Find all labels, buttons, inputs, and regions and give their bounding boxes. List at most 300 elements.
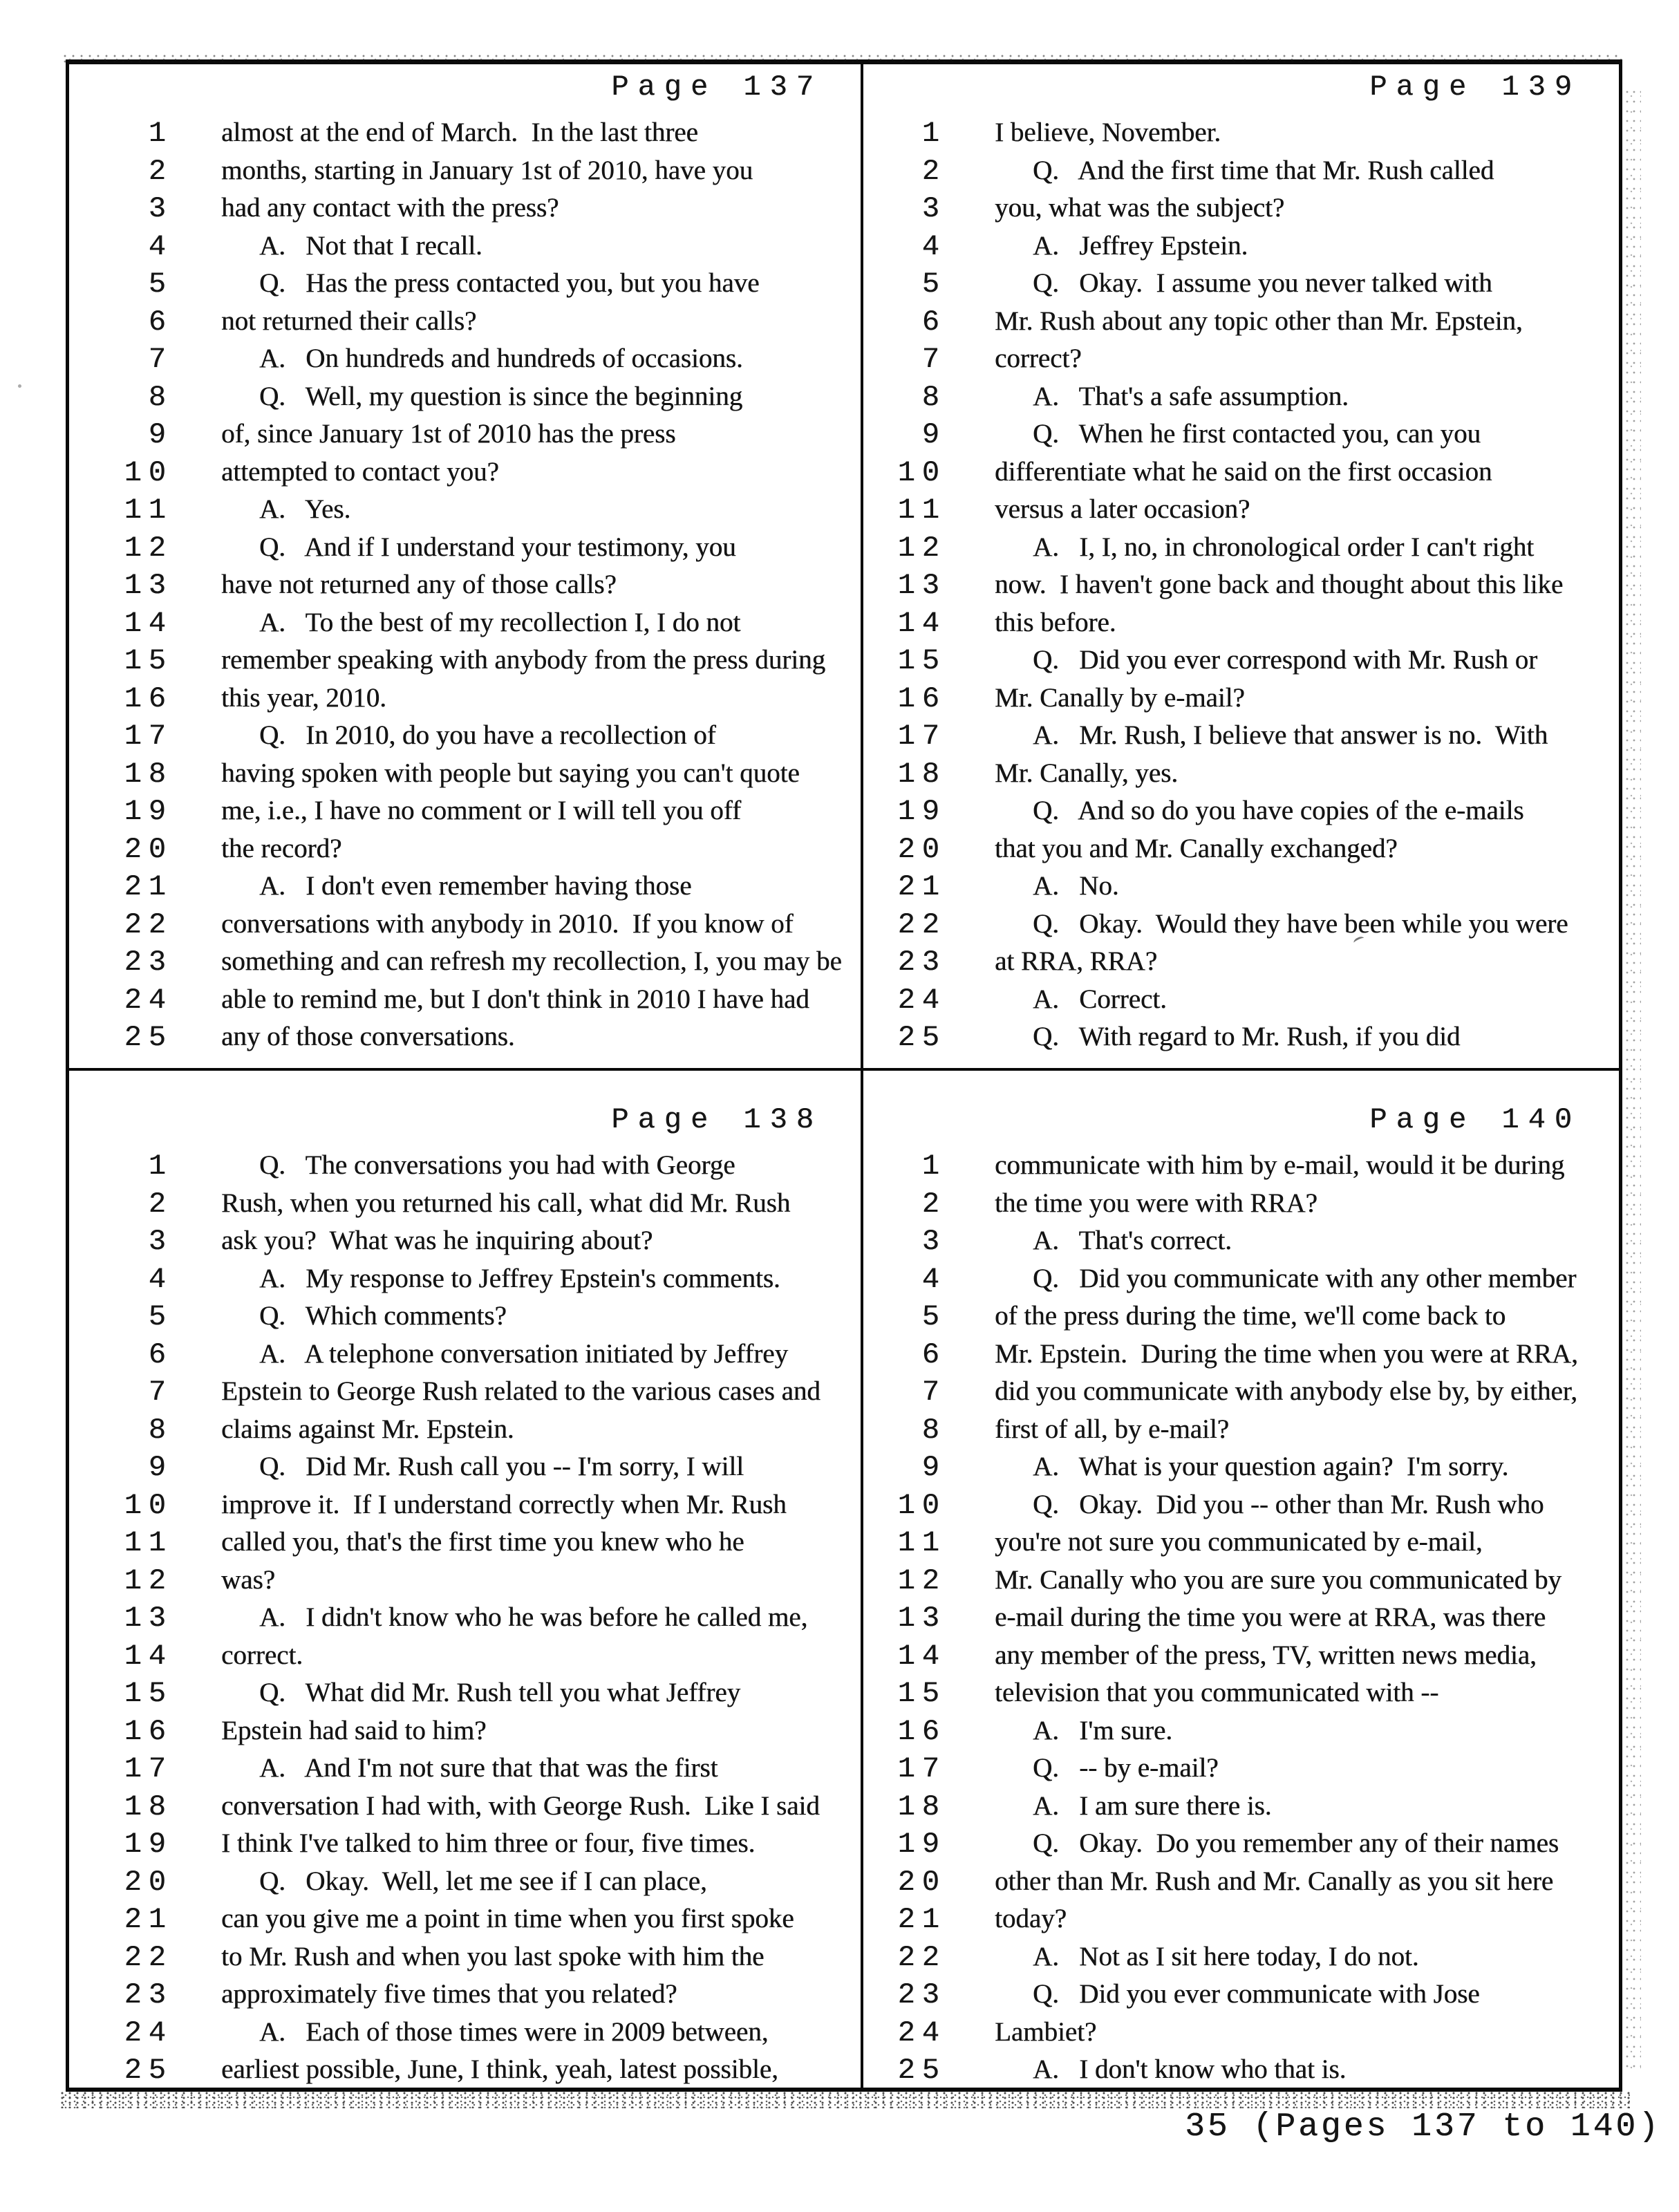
line-number: 17: [897, 1752, 946, 1785]
transcript-line: [69, 868, 861, 906]
line-number: 14: [124, 1639, 173, 1673]
line-number: 19: [897, 1828, 946, 1861]
line-text: claims against Mr. Epstein.: [221, 1414, 514, 1444]
line-text: A. And I'm not sure that that was the first: [259, 1753, 718, 1783]
line-text: e-mail during the time you were at RRA, was there: [995, 1602, 1546, 1632]
line-text: Rush, when you returned his call, what did Mr. Rush: [221, 1188, 791, 1218]
line-text: Q. Did Mr. Rush call you -- I'm sorry, I will: [259, 1452, 744, 1481]
transcript-line: [69, 1524, 861, 1562]
transcript-line: [863, 566, 1619, 604]
line-text: A. That's a safe assumption.: [1033, 381, 1349, 411]
line-text: can you give me a point in time when you first spoke: [221, 1904, 794, 1933]
transcript-line: [69, 641, 861, 679]
line-number: 13: [124, 569, 173, 602]
line-number: 16: [897, 1714, 946, 1748]
quadrant-page-139: [861, 64, 1619, 1068]
line-text: A. Not that I recall.: [259, 230, 482, 261]
line-number: 13: [124, 1602, 173, 1635]
line-text: A. Not as I sit here today, I do not.: [1033, 1941, 1419, 1971]
line-number: 11: [124, 494, 173, 527]
line-number: 21: [124, 870, 173, 903]
transcript-line: [69, 1486, 861, 1524]
transcript-line: [863, 1335, 1619, 1374]
transcript-line: [863, 114, 1619, 152]
line-text: have not returned any of those calls?: [221, 570, 617, 599]
transcript-line: [69, 755, 861, 793]
transcript-line: [863, 641, 1619, 679]
line-number: 4: [148, 229, 173, 263]
line-text: A. Jeffrey Epstein.: [1033, 230, 1248, 261]
line-text: you're not sure you communicated by e-mail,: [995, 1527, 1483, 1557]
line-text: this before.: [995, 607, 1116, 637]
transcript-line: [863, 1712, 1619, 1750]
line-text: at RRA, RRA?: [995, 946, 1158, 976]
line-text: Q. Okay. Did you -- other than Mr. Rush who: [1033, 1489, 1544, 1519]
transcript-line: [863, 189, 1619, 227]
transcript-line: [863, 868, 1619, 906]
transcript-line: [863, 1018, 1619, 1056]
line-number: 22: [897, 908, 946, 941]
line-number: 8: [921, 1413, 946, 1447]
transcript-line: [69, 1018, 861, 1056]
line-text: Q. Did you communicate with any other member: [1033, 1263, 1577, 1293]
line-number: 8: [148, 1413, 173, 1447]
line-text: Mr. Canally, yes.: [995, 758, 1179, 788]
scan-noise-bottom-edge: [61, 2092, 1630, 2108]
transcript-line: [69, 227, 861, 265]
line-number: 11: [897, 494, 946, 527]
transcript-line: [863, 152, 1619, 190]
line-text: Q. The conversations you had with George: [259, 1150, 735, 1180]
transcript-line: [863, 453, 1619, 491]
line-number: 7: [921, 1376, 946, 1409]
line-number: 20: [897, 832, 946, 866]
line-text: you, what was the subject?: [995, 193, 1285, 223]
line-text: having spoken with people but saying you can't quote: [221, 758, 800, 788]
transcript-line: [863, 1599, 1619, 1637]
line-text: this year, 2010.: [221, 682, 386, 713]
scan-noise-right-edge: [1626, 90, 1641, 2074]
transcript-line: [863, 755, 1619, 793]
line-text: did you communicate with anybody else by, by either,: [995, 1376, 1577, 1406]
line-number: 10: [124, 456, 173, 489]
line-number: 3: [148, 192, 173, 225]
line-text: I think I've talked to him three or four, five times.: [221, 1828, 756, 1858]
line-text: A. Each of those times were in 2009 between,: [259, 2016, 769, 2047]
transcript-line: [69, 981, 861, 1019]
line-number: 8: [148, 380, 173, 414]
line-number: 5: [921, 268, 946, 301]
line-text: Mr. Epstein. During the time when you were at RRA,: [995, 1338, 1578, 1369]
line-number: 20: [124, 832, 173, 866]
line-number: 4: [921, 1262, 946, 1296]
transcript-line: [863, 679, 1619, 718]
line-text: Q. Did you ever correspond with Mr. Rush or: [1033, 645, 1538, 675]
transcript-line: [863, 1147, 1619, 1185]
line-text: attempted to contact you?: [221, 456, 499, 487]
line-text: Q. And so do you have copies of the e-mails: [1033, 796, 1524, 825]
transcript-line: [69, 1900, 861, 1938]
line-number: 18: [124, 757, 173, 791]
transcript-line: [863, 340, 1619, 378]
line-number: 16: [897, 682, 946, 715]
transcript-line: [69, 792, 861, 830]
line-text: Q. Did you ever communicate with Jose: [1033, 1979, 1480, 2009]
line-number: 2: [148, 1187, 173, 1221]
line-number: 14: [124, 606, 173, 640]
line-text: any of those conversations.: [221, 1022, 515, 1051]
line-text: approximately five times that you related?: [221, 1979, 677, 2009]
line-number: 16: [124, 682, 173, 715]
line-number: 2: [921, 1187, 946, 1221]
line-number: 6: [148, 305, 173, 339]
transcript-line: [69, 152, 861, 190]
line-text: that you and Mr. Canally exchanged?: [995, 833, 1398, 863]
transcript-line: [863, 906, 1619, 944]
transcript-line: [69, 1562, 861, 1600]
line-number: 18: [124, 1790, 173, 1824]
line-number: 18: [897, 1790, 946, 1824]
line-number: 24: [897, 983, 946, 1017]
transcript-line: [863, 1260, 1619, 1298]
transcript-line: [863, 1562, 1619, 1600]
line-text: Q. What did Mr. Rush tell you what Jeffrey: [259, 1678, 741, 1707]
line-number: 12: [124, 1564, 173, 1597]
transcript-line: [863, 792, 1619, 830]
line-number: 6: [921, 305, 946, 339]
line-number: 16: [124, 1714, 173, 1748]
line-text: of, since January 1st of 2010 has the press: [221, 419, 676, 449]
line-number: 24: [124, 2016, 173, 2050]
line-number: 11: [897, 1526, 946, 1559]
line-text: A. I, I, no, in chronological order I can't right: [1033, 532, 1535, 562]
line-number: 5: [148, 268, 173, 301]
line-text: A. No.: [1033, 871, 1119, 901]
transcript-line: [69, 1712, 861, 1750]
line-text: Mr. Canally by e-mail?: [995, 682, 1245, 713]
transcript-line: [69, 717, 861, 755]
transcript-line: [69, 1788, 861, 1826]
transcript-line: [69, 491, 861, 529]
line-number: 6: [921, 1338, 946, 1371]
line-text: improve it. If I understand correctly when Mr. Rush: [221, 1489, 787, 1519]
line-number: 3: [148, 1225, 173, 1258]
line-number: 24: [897, 2016, 946, 2050]
transcript-line: [863, 943, 1619, 981]
line-number: 1: [148, 117, 173, 150]
line-number: 21: [897, 1903, 946, 1936]
line-number: 23: [897, 1978, 946, 2012]
transcript-line: [863, 1674, 1619, 1712]
line-number: 14: [897, 1639, 946, 1673]
line-number: 12: [897, 1564, 946, 1597]
line-text: remember speaking with anybody from the press during: [221, 645, 826, 675]
line-number: 19: [124, 795, 173, 828]
transcript-line: [863, 1411, 1619, 1449]
line-text: of the press during the time, we'll come back to: [995, 1301, 1506, 1331]
line-text: A. I don't even remember having those: [259, 871, 692, 901]
line-number: 25: [897, 1021, 946, 1054]
line-text: A. That's correct.: [1033, 1226, 1232, 1255]
line-text: A. What is your question again? I'm sorry.: [1033, 1452, 1509, 1481]
line-number: 19: [124, 1828, 173, 1861]
line-number: 24: [124, 983, 173, 1017]
transcript-line: [69, 529, 861, 567]
line-text: conversation I had with, with George Rush. Like I said: [221, 1790, 820, 1821]
line-text: the time you were with RRA?: [995, 1188, 1317, 1218]
line-text: the record?: [221, 833, 342, 863]
line-text: Q. In 2010, do you have a recollection of: [259, 720, 716, 750]
line-number: 22: [897, 1940, 946, 1974]
line-number: 1: [148, 1150, 173, 1183]
line-text: versus a later occasion?: [995, 494, 1250, 524]
transcript-line: [69, 265, 861, 303]
transcript-line: [69, 1448, 861, 1486]
line-number: 17: [124, 720, 173, 753]
transcript-line: [863, 1825, 1619, 1863]
line-text: A. A telephone conversation initiated by Jeffrey: [259, 1338, 788, 1369]
transcript-line: [863, 529, 1619, 567]
transcript-line: [863, 303, 1619, 341]
line-text: A. On hundreds and hundreds of occasions.: [259, 344, 743, 373]
transcript-line: [69, 114, 861, 152]
transcript-line: [863, 415, 1619, 453]
line-number: 25: [124, 2054, 173, 2087]
line-text: something and can refresh my recollection, I, you may be: [221, 946, 842, 976]
transcript-line: [69, 1825, 861, 1863]
quadrant-page-138: [69, 1068, 861, 2088]
quadrant-page-137: [69, 64, 861, 1068]
line-number: 13: [897, 1602, 946, 1635]
transcript-line: [69, 1260, 861, 1298]
line-text: called you, that's the first time you knew who he: [221, 1527, 744, 1557]
transcript-line: [69, 1976, 861, 2014]
line-text: Q. Well, my question is since the beginning: [259, 381, 743, 411]
transcript-line: [863, 2051, 1619, 2088]
line-number: 25: [124, 1021, 173, 1054]
transcript-line: [69, 1185, 861, 1223]
transcript-line: [69, 1297, 861, 1335]
transcript-line: [863, 981, 1619, 1019]
line-text: television that you communicated with --: [995, 1678, 1439, 1707]
line-number: 20: [124, 1865, 173, 1899]
line-text: differentiate what he said on the first occasion: [995, 456, 1492, 487]
line-number: 4: [921, 229, 946, 263]
transcript-lines-139: [863, 114, 1619, 1056]
line-number: 15: [897, 644, 946, 677]
transcript-line: [863, 1900, 1619, 1938]
line-number: 9: [148, 418, 173, 451]
line-text: had any contact with the press?: [221, 193, 559, 223]
line-text: was?: [221, 1564, 275, 1595]
quadrant-page-140: [861, 1068, 1619, 2088]
line-text: Q. Okay. Do you remember any of their names: [1033, 1828, 1559, 1858]
transcript-lines-137: [69, 114, 861, 1056]
transcript-lines-140: [863, 1147, 1619, 2088]
scan-artifact-dot: [18, 384, 21, 388]
line-number: 10: [124, 1488, 173, 1522]
line-text: other than Mr. Rush and Mr. Canally as you sit here: [995, 1866, 1554, 1896]
line-text: correct.: [221, 1640, 303, 1670]
line-number: 23: [897, 946, 946, 979]
line-number: 23: [124, 1978, 173, 2012]
transcript-line: [863, 1938, 1619, 1976]
transcript-line: [863, 1750, 1619, 1788]
transcript-line: [69, 1750, 861, 1788]
transcript-line: [863, 1222, 1619, 1260]
transcript-line: [69, 340, 861, 378]
transcript-line: [863, 1976, 1619, 2014]
line-text: A. Mr. Rush, I believe that answer is no. With: [1033, 720, 1548, 750]
line-number: 14: [897, 606, 946, 640]
transcript-line: [863, 1297, 1619, 1335]
line-text: A. Yes.: [259, 494, 351, 524]
line-number: 11: [124, 1526, 173, 1559]
transcript-line: [863, 2014, 1619, 2052]
line-text: A. Correct.: [1033, 984, 1167, 1014]
transcript-line: [69, 1373, 861, 1411]
transcript-line: [69, 943, 861, 981]
line-text: communicate with him by e-mail, would it be during: [995, 1150, 1565, 1180]
line-text: conversations with anybody in 2010. If you know of: [221, 908, 794, 939]
transcript-line: [863, 830, 1619, 868]
line-text: A. My response to Jeffrey Epstein's comments.: [259, 1263, 780, 1293]
line-text: months, starting in January 1st of 2010, have you: [221, 155, 753, 185]
line-text: able to remind me, but I don't think in 2010 I have had: [221, 984, 809, 1014]
line-text: almost at the end of March. In the last three: [221, 118, 698, 147]
line-text: A. I didn't know who he was before he called me,: [259, 1602, 808, 1632]
transcript-line: [69, 1674, 861, 1712]
page-header-138: Page 138: [611, 1103, 823, 1136]
line-number: 7: [148, 343, 173, 376]
page-footer: 35 (Pages 137 to 140): [1185, 2108, 1661, 2146]
line-number: 21: [124, 1903, 173, 1936]
line-number: 9: [921, 1451, 946, 1484]
line-number: 13: [897, 569, 946, 602]
transcript-line: [69, 303, 861, 341]
transcript-line: [863, 717, 1619, 755]
transcript-line: [863, 378, 1619, 416]
transcript-line: [69, 566, 861, 604]
line-number: 1: [921, 1150, 946, 1183]
line-text: Mr. Rush about any topic other than Mr. Epstein,: [995, 306, 1523, 336]
transcript-grid: [66, 59, 1622, 2092]
transcript-line: [863, 1486, 1619, 1524]
line-number: 15: [124, 1677, 173, 1710]
page-header-137: Page 137: [611, 71, 823, 104]
line-text: Q. Has the press contacted you, but you have: [259, 268, 760, 298]
line-text: first of all, by e-mail?: [995, 1414, 1229, 1444]
transcript-line: [69, 679, 861, 718]
transcript-line: [863, 227, 1619, 265]
line-number: 15: [124, 644, 173, 677]
line-text: correct?: [995, 344, 1082, 373]
line-number: 3: [921, 1225, 946, 1258]
line-text: earliest possible, June, I think, yeah, latest possible,: [221, 2054, 778, 2084]
line-number: 22: [124, 1940, 173, 1974]
transcript-line: [863, 604, 1619, 642]
line-number: 7: [921, 343, 946, 376]
line-number: 15: [897, 1677, 946, 1710]
line-number: 17: [124, 1752, 173, 1785]
line-text: Lambiet?: [995, 2016, 1097, 2047]
transcript-line: [69, 1637, 861, 1675]
transcript-lines-138: [69, 1147, 861, 2088]
line-text: Q. When he first contacted you, can you: [1033, 419, 1481, 449]
transcript-line: [69, 1222, 861, 1260]
line-number: 2: [148, 154, 173, 188]
line-text: me, i.e., I have no comment or I will tell you off: [221, 796, 742, 825]
line-number: 9: [148, 1451, 173, 1484]
line-number: 1: [921, 117, 946, 150]
transcript-line: [863, 1788, 1619, 1826]
line-text: A. I am sure there is.: [1033, 1790, 1272, 1821]
transcript-line: [69, 830, 861, 868]
line-text: to Mr. Rush and when you last spoke with him the: [221, 1941, 765, 1971]
line-number: 12: [124, 531, 173, 565]
line-text: I believe, November.: [995, 118, 1221, 147]
transcript-line: [863, 1373, 1619, 1411]
page-header-139: Page 139: [1369, 71, 1581, 104]
transcript-line: [69, 906, 861, 944]
transcript-line: [69, 189, 861, 227]
line-text: Q. Okay. Well, let me see if I can place,: [259, 1866, 707, 1896]
transcript-line: [69, 378, 861, 416]
transcript-line: [69, 1335, 861, 1374]
transcript-line: [863, 1448, 1619, 1486]
line-text: Epstein had said to him?: [221, 1715, 487, 1745]
transcript-line: [69, 1938, 861, 1976]
transcript-line: [69, 604, 861, 642]
line-text: Q. Which comments?: [259, 1301, 507, 1331]
line-text: A. I'm sure.: [1033, 1715, 1172, 1745]
line-number: 20: [897, 1865, 946, 1899]
transcript-line: [69, 2051, 861, 2088]
transcript-line: [69, 415, 861, 453]
line-number: 10: [897, 1488, 946, 1522]
line-number: 21: [897, 870, 946, 903]
line-text: today?: [995, 1904, 1067, 1933]
line-number: 3: [921, 192, 946, 225]
line-number: 23: [124, 946, 173, 979]
line-text: not returned their calls?: [221, 306, 477, 336]
page-header-140: Page 140: [1369, 1103, 1581, 1136]
line-text: any member of the press, TV, written news media,: [995, 1640, 1537, 1670]
transcript-line: [69, 1863, 861, 1901]
line-text: A. To the best of my recollection I, I do not: [259, 607, 741, 637]
transcript-line: [863, 1185, 1619, 1223]
line-number: 19: [897, 795, 946, 828]
line-text: Q. Okay. Would they have been while you were: [1033, 908, 1568, 939]
transcript-line: [69, 1599, 861, 1637]
transcript-line: [863, 1863, 1619, 1901]
line-number: 22: [124, 908, 173, 941]
line-number: 9: [921, 418, 946, 451]
line-text: Epstein to George Rush related to the various cases and: [221, 1376, 820, 1406]
line-number: 25: [897, 2054, 946, 2087]
transcript-line: [69, 1411, 861, 1449]
line-text: ask you? What was he inquiring about?: [221, 1226, 653, 1255]
line-number: 6: [148, 1338, 173, 1371]
line-text: Q. -- by e-mail?: [1033, 1753, 1219, 1783]
line-text: A. I don't know who that is.: [1033, 2054, 1347, 2084]
line-text: Q. And the first time that Mr. Rush called: [1033, 155, 1494, 185]
line-number: 8: [921, 380, 946, 414]
line-number: 10: [897, 456, 946, 489]
line-number: 17: [897, 720, 946, 753]
line-number: 4: [148, 1262, 173, 1296]
line-text: Q. Okay. I assume you never talked with: [1033, 268, 1492, 298]
